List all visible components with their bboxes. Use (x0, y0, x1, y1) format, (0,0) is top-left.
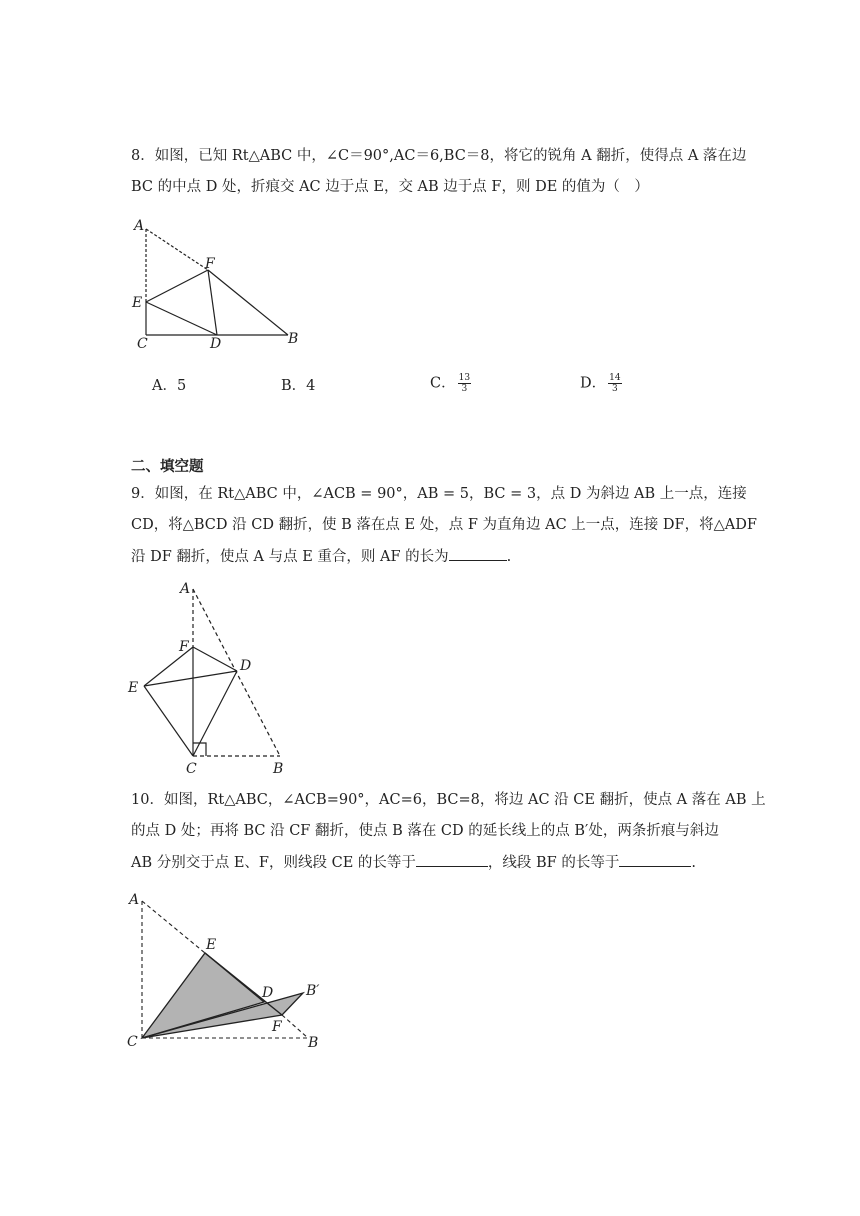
q9-text-1: 9．如图，在 Rt△ABC 中，∠ACB = 90°，AB = 5，BC = 3，点 D 为斜边 AB 上一点，连接 (131, 486, 747, 502)
q10-label-B: B (308, 1035, 319, 1051)
q8-segment-FD (208, 270, 217, 335)
q10-text-3-mid: ，线段 BF 的长等于 (487, 855, 620, 871)
q8-option-a (152, 376, 186, 396)
q8-label-B: B (288, 331, 299, 347)
q8-label-A: A (134, 218, 145, 234)
q9-label-D: D (240, 658, 252, 674)
q8-option-b-text: B．4 (281, 378, 316, 394)
q8-label-E: E (132, 295, 143, 311)
q8-option-d-prefix: D． (580, 375, 607, 392)
q8-label-D: D (210, 336, 222, 352)
q10-label-Bprime: B′ (306, 983, 320, 999)
q9-right-angle-mark (193, 743, 206, 756)
q8-label-F: F (205, 256, 215, 272)
q8-segment-EF (146, 270, 208, 302)
q10-line-3 (131, 852, 696, 873)
q10-dashed-AE (142, 901, 205, 953)
q8-text-2: BC 的中点 D 处，折痕交 AC 边于点 E，交 AB 边于点 F，则 DE 的值为（ ） (131, 179, 649, 195)
q8-number: 8． (131, 148, 155, 164)
q9-answer-blank[interactable] (449, 546, 507, 561)
q10-answer-blank-ce[interactable] (416, 852, 488, 867)
q10-label-E: E (206, 937, 217, 953)
q9-label-E: E (128, 680, 139, 696)
q10-dashed-FB (282, 1015, 308, 1038)
q10-text-3: AB 分别交于点 E、F，则线段 CE 的长等于 (131, 855, 416, 871)
q9-text-3-end: . (506, 549, 512, 565)
q8-text-1: 如图，已知 Rt△ABC 中，∠C＝90°,AC＝6,BC＝8，将它的锐角 A 翻折，使得点 A 落在边 (154, 148, 747, 164)
q10-label-A: A (129, 892, 140, 908)
q8-option-d-denominator: 3 (612, 384, 618, 394)
q10-label-D: D (262, 985, 274, 1001)
section-title: 二、填空题 (131, 459, 204, 475)
q9-text-2: CD，将△BCD 沿 CD 翻折，使 B 落在点 E 处，点 F 为直角边 AC 上一点，连接 DF，将△ADF (131, 517, 757, 533)
q8-option-d (580, 373, 622, 394)
q10-line-1 (131, 790, 766, 810)
q9-label-B: B (273, 761, 284, 777)
q8-segment-ED (146, 302, 217, 335)
q10-answer-blank-bf[interactable] (619, 852, 691, 867)
q10-text-1: 10．如图，Rt△ABC，∠ACB=90°，AC=6，BC=8，将边 AC 沿 CE 翻折，使点 A 落在 AB 上 (131, 792, 766, 808)
q9-segment-FD (193, 647, 237, 671)
q10-line-2 (131, 821, 719, 841)
q8-label-C: C (137, 336, 148, 352)
q9-segment-EC (144, 686, 193, 756)
q10-diagram (142, 901, 308, 1038)
q8-option-c-prefix: C． (430, 375, 456, 392)
q8-option-c-numerator: 13 (458, 373, 471, 383)
q8-option-d-numerator: 14 (609, 373, 621, 383)
q9-label-A: A (180, 581, 191, 597)
q8-fold-line-AF (146, 229, 208, 270)
q9-text-3: 沿 DF 翻折，使点 A 与点 E 重合，则 AF 的长为 (131, 549, 449, 565)
q9-label-F: F (179, 639, 189, 655)
q9-label-C: C (186, 761, 197, 777)
q9-line-1 (131, 484, 747, 504)
q9-line-2 (131, 515, 757, 535)
q10-label-C: C (127, 1034, 138, 1050)
q8-option-a-text: A．5 (152, 378, 187, 394)
q8-option-c (430, 373, 471, 394)
q8-option-b (281, 376, 315, 396)
q10-label-F: F (272, 1019, 282, 1035)
q10-text-2: 的点 D 处；再将 BC 沿 CF 翻折，使点 B 落在 CD 的延长线上的点 B′处，两条折痕与斜边 (131, 823, 719, 839)
q8-option-c-fraction (458, 373, 471, 394)
q10-text-3-end: . (691, 855, 696, 871)
q8-option-d-fraction (608, 373, 621, 394)
q8-option-c-denominator: 3 (461, 384, 468, 394)
q9-diagram (144, 589, 280, 756)
q9-line-3 (131, 546, 511, 567)
q8-diagram (146, 229, 288, 335)
q8-segment-FB (208, 270, 288, 335)
q9-segment-ED (144, 671, 237, 686)
